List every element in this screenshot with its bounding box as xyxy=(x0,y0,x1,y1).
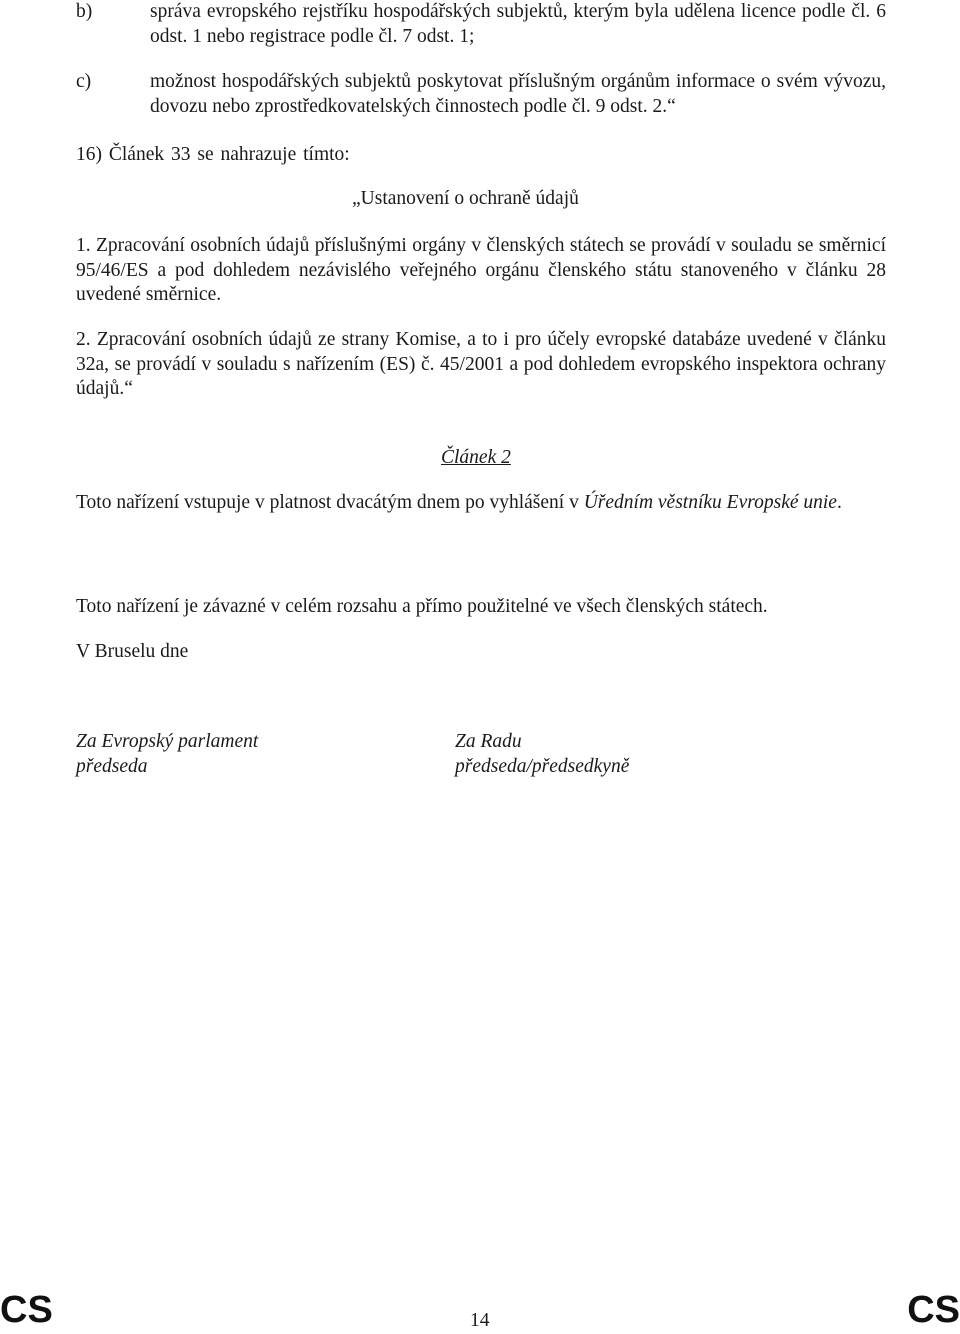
list-item-text-c: možnost hospodářských subjektů poskytovat příslušným orgánům informace o svém vývozu, dovozu nebo zprostředkovatelských činnostech podle čl. 9 odst. 2.“ xyxy=(150,71,886,117)
list-item-letter-b: b) xyxy=(76,1,93,22)
section-title: „Ustanovení o ochraně údajů xyxy=(352,188,579,209)
entry-into-force-paragraph xyxy=(76,491,886,516)
footer-language-code-left: CS xyxy=(0,1289,53,1331)
paragraph-2: 2. Zpracování osobních údajů ze strany Komise, a to i pro účely evropské databáze uvedené v článku 32a, se provádí v souladu s nařízením (ES) č. 45/2001 a pod dohledem evropského inspektora ochrany údajů.“ xyxy=(76,329,886,399)
entry-into-force-end: . xyxy=(836,492,842,513)
list-item-text-b: správa evropského rejstříku hospodářských subjektů, kterým byla udělena licence podle čl. 6 odst. 1 nebo registrace podle čl. 7 odst. 1; xyxy=(150,1,886,47)
binding-statement: Toto nařízení je závazné v celém rozsahu a přímo použitelné ve všech členských státech. xyxy=(76,596,768,617)
official-journal-name: Úředním věstníku Evropské unie xyxy=(583,492,837,513)
signature-council-institution: Za Radu xyxy=(455,731,522,752)
signature-council-role: předseda/předsedkyně xyxy=(455,756,630,777)
paragraph-1: 1. Zpracování osobních údajů příslušnými orgány v členských státech se provádí v souladu se směrnicí 95/46/ES a pod dohledem nezávislého veřejného orgánu členského státu stanoveného v článku 28 uvedené směrnice. xyxy=(76,235,886,305)
place-date: V Bruselu dne xyxy=(76,641,189,662)
page-number: 14 xyxy=(470,1310,490,1331)
signature-parliament-role: předseda xyxy=(76,756,148,777)
amendment-heading: 16) Článek 33 se nahrazuje tímto: xyxy=(76,144,350,165)
footer-language-code-right: CS xyxy=(907,1289,960,1331)
article-2-title: Článek 2 xyxy=(441,447,511,468)
entry-into-force-text: Toto nařízení vstupuje v platnost dvacátým dnem po vyhlášení v xyxy=(76,492,584,513)
signature-parliament-institution: Za Evropský parlament xyxy=(76,731,259,752)
list-item-letter-c: c) xyxy=(76,71,92,92)
